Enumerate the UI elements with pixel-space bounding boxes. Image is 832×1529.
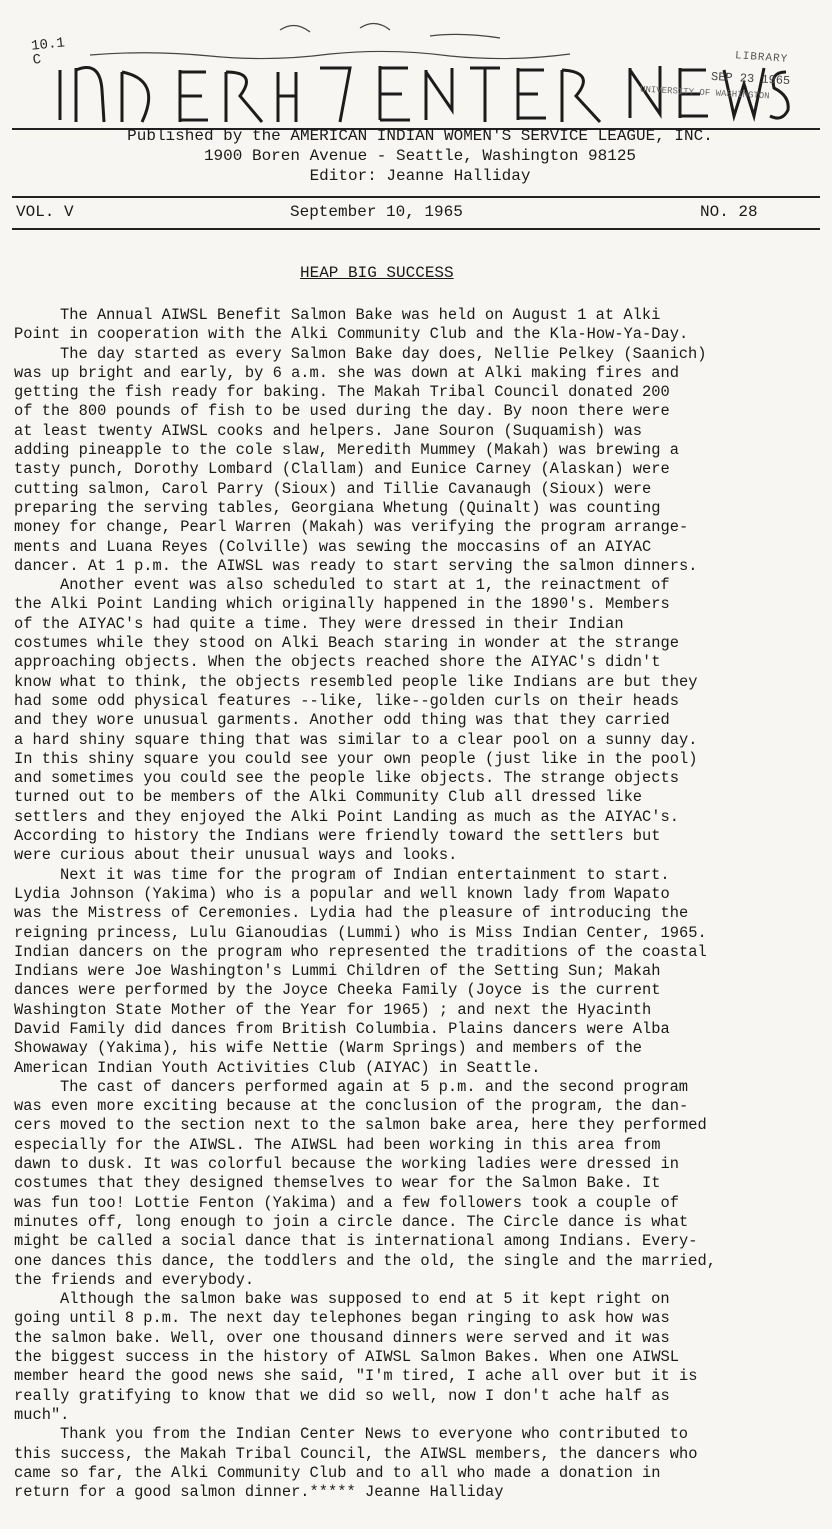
article-line: the friends and everybody. [14,1270,255,1289]
masthead-title-art [30,10,810,125]
volume-label: VOL. V [16,203,74,221]
header-rule-top [12,196,820,198]
article-line: preparing the serving tables, Georgiana Whetung (Quinalt) was counting [14,498,661,517]
article-paragraph [14,306,820,345]
article-line: of the AIYAC's had quite a time. They were dressed in their Indian [14,614,624,633]
article-line: Thank you from the Indian Center News to everyone who contributed to [60,1425,689,1444]
article-line: was up bright and early, by 6 a.m. she was down at Alki making fires and [14,363,679,382]
article-line: was even more exciting because at the conclusion of the program, the dan- [14,1097,689,1116]
issue-number: NO. 28 [700,203,758,221]
article-line: was the Mistress of Ceremonies. Lydia had the pleasure of introducing the [14,904,689,923]
article-line: costumes while they stood on Alki Beach staring in wonder at the strange [14,634,679,653]
article-line: the salmon bake. Well, over one thousand dinners were served and it was [14,1328,670,1347]
article-line: The Annual AIWSL Benefit Salmon Bake was held on August 1 at Alki [60,306,661,324]
article-line: The day started as every Salmon Bake day does, Nellie Pelkey (Saanich) [60,344,707,363]
article-line: especially for the AIWSL. The AIWSL had been working in this area from [14,1135,661,1154]
article-line: approaching objects. When the objects reached shore the AIYAC's didn't [14,653,661,672]
article-line: this success, the Makah Tribal Council, the AIWSL members, the dancers who [14,1444,698,1463]
article-line: had some odd physical features --like, like--golden curls on their heads [14,691,679,710]
article-line: According to history the Indians were friendly toward the settlers but [14,827,661,846]
headline: HEAP BIG SUCCESS [300,264,454,282]
article-line: Lydia Johnson (Yakima) who is a popular and well known lady from Wapato [14,884,670,903]
article-line: a hard shiny square thing that was similar to a clear pool on a sunny day. [14,730,698,749]
article-paragraph [14,1425,820,1502]
catalog-stamp: 10.1 C [30,35,66,69]
article-line: Indians were Joe Washington's Lummi Children of the Setting Sun; Makah [14,962,661,981]
article-line: getting the fish ready for baking. The Makah Tribal Council donated 200 [14,383,670,402]
issue-date: September 10, 1965 [290,203,463,221]
article-line: the biggest success in the history of AIWSL Salmon Bakes. When one AIWSL [14,1348,679,1367]
article-line: dances were performed by the Joyce Cheeka Family (Joyce is the current [14,981,661,1000]
article-paragraph [14,345,820,577]
article-line: reigning princess, Lulu Gianoudias (Lummi) who is Miss Indian Center, 1965. [14,923,707,942]
article-line: going until 8 p.m. The next day telephones began ringing to ask how was [14,1309,670,1328]
article-paragraph [14,1078,820,1290]
article-line: tasty punch, Dorothy Lombard (Clallam) and Eunice Carney (Alaskan) were [14,460,670,479]
article-line: and sometimes you could see the people like objects. The strange objects [14,769,679,788]
masthead [30,10,810,125]
article-line: Washington State Mother of the Year for 1965) ; and next the Hyacinth [14,1000,652,1019]
article-line: much". [14,1405,70,1424]
article-line: dawn to dusk. It was colorful because the working ladies were dressed in [14,1155,679,1174]
article-line: one dances this dance, the toddlers and the old, the single and the married, [14,1251,716,1270]
publisher-line: Published by the AMERICAN INDIAN WOMEN'S SERVICE LEAGUE, INC. [127,127,713,145]
article-line: American Indian Youth Activities Club (AIYAC) in Seattle. [14,1058,541,1077]
article-line: Next it was time for the program of Indian entertainment to start. [60,865,670,884]
article-line: In this shiny square you could see your own people (just like in the pool) [14,749,698,768]
article-line: came so far, the Alki Community Club and to all who made a donation in [14,1463,661,1482]
article-line: Indian dancers on the program who represented the traditions of the coastal [14,942,707,961]
address-line: 1900 Boren Avenue - Seattle, Washington 98125 [203,147,637,165]
article-line: turned out to be members of the Alki Community Club all dressed like [14,788,643,807]
date-received-stamp: SEP 23 1965 [710,69,791,89]
issue-info-row [16,203,796,225]
article-line: really gratifying to know that we did so well, now I don't ache half as [14,1386,670,1405]
article-line: at least twenty AIWSL cooks and helpers. Jane Souron (Suquamish) was [14,421,643,440]
article-line: Showaway (Yakima), his wife Nettie (Warm Springs) and members of the [14,1039,643,1058]
article-line: ments and Luana Reyes (Colville) was sewing the moccasins of an AIYAC [14,537,652,556]
publisher-info [40,126,800,186]
article-line: member heard the good news she said, "I'm tired, I ache all over but it is [14,1367,698,1386]
article-body [14,306,820,1502]
article-paragraph [14,866,820,1078]
article-line: was fun too! Lottie Fenton (Yakima) and a few followers took a couple of [14,1193,679,1212]
article-line: minutes off, long enough to join a circle dance. The Circle dance is what [14,1212,689,1231]
article-line: David Family did dances from British Columbia. Plains dancers were Alba [14,1019,670,1038]
article-paragraph [14,1290,820,1425]
article-line: adding pineapple to the cole slaw, Meredith Mummey (Makah) was brewing a [14,441,679,460]
header-rule-bottom [12,228,820,230]
article-line: costumes that they designed themselves to wear for the Salmon Bake. It [14,1174,661,1193]
article-line: the Alki Point Landing which originally happened in the 1890's. Members [14,595,670,614]
article-line: Point in cooperation with the Alki Community Club and the Kla-How-Ya-Day. [14,325,689,344]
article-line: dancer. At 1 p.m. the AIWSL was ready to start serving the salmon dinners. [14,556,698,575]
university-stamp: UNIVERSITY OF WASHINGTON [640,84,771,102]
article-line: settlers and they enjoyed the Alki Point Landing as much as the AIYAC's. [14,807,679,826]
library-stamp: LIBRARY [734,50,789,66]
article-line: Although the salmon bake was supposed to end at 5 it kept right on [60,1290,670,1309]
editor-line: Editor: Jeanne Halliday [309,167,531,185]
article-line: cutting salmon, Carol Parry (Sioux) and Tillie Cavanaugh (Sioux) were [14,479,652,498]
article-line: Another event was also scheduled to start at 1, the reinactment of [60,576,670,595]
article-line: of the 800 pounds of fish to be used during the day. By noon there were [14,402,670,421]
article-line: return for a good salmon dinner.***** Jeanne Halliday [14,1483,504,1502]
article-paragraph [14,576,820,865]
article-line: money for change, Pearl Warren (Makah) was verifying the program arrange- [14,518,689,537]
article-line: The cast of dancers performed again at 5 p.m. and the second program [60,1077,689,1096]
article-line: were curious about their unusual ways and looks. [14,846,458,865]
article-line: and they wore unusual garments. Another odd thing was that they carried [14,711,670,730]
article-line: cers moved to the section next to the salmon bake area, here they performed [14,1116,707,1135]
article-line: know what to think, the objects resembled people like Indians are but they [14,672,698,691]
article-line: might be called a social dance that is international among Indians. Every- [14,1232,698,1251]
